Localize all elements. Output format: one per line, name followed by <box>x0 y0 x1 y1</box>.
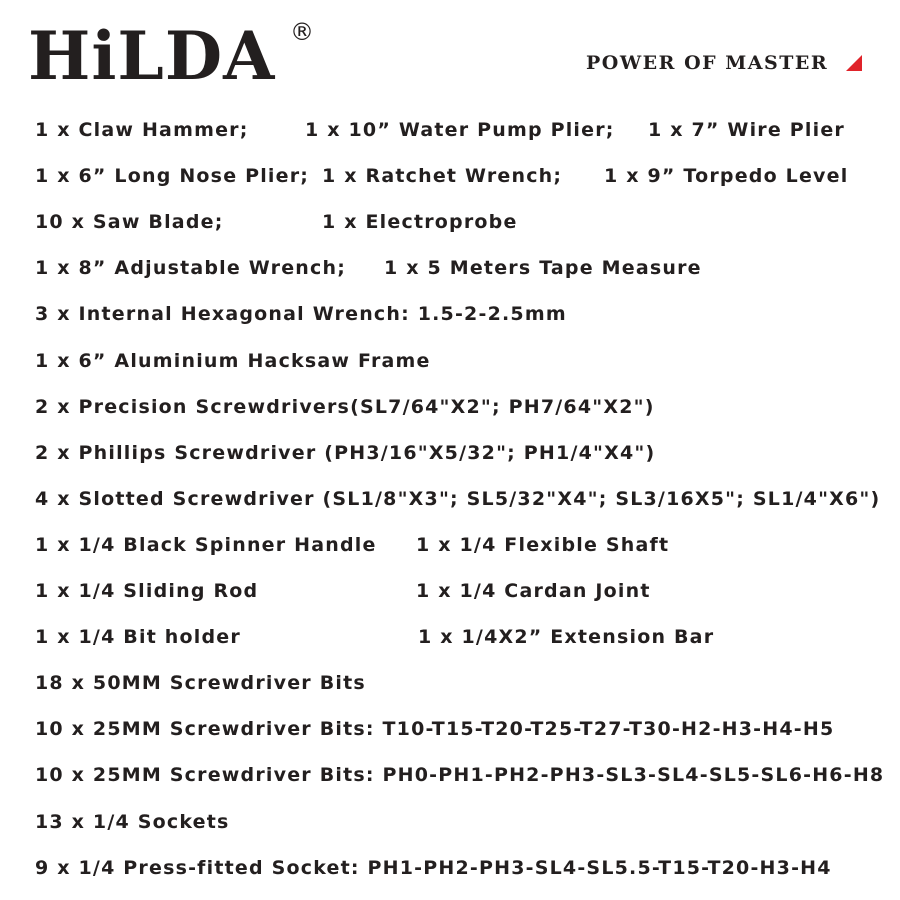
item-row <box>0 346 900 376</box>
list-item: 4 x Slotted Screwdriver (SL1/8"X3"; SL5/32"X4"; SL3/16X5"; SL1/4"X6") <box>35 487 881 510</box>
list-item: 1 x 1/4 Bit holder <box>35 626 241 649</box>
list-item: 1 x 1/4 Flexible Shaft <box>416 533 670 556</box>
tagline: POWER OF MASTER <box>586 52 829 74</box>
item-row <box>0 668 900 698</box>
item-row <box>0 714 900 744</box>
registered-trademark-icon: ® <box>290 18 314 46</box>
list-item: 1 x 1/4 Black Spinner Handle <box>35 533 377 556</box>
red-triangle-icon <box>846 55 862 71</box>
item-row <box>0 530 900 560</box>
brand-header <box>28 16 314 96</box>
list-item: 13 x 1/4 Sockets <box>35 810 230 833</box>
list-item: 1 x 8” Adjustable Wrench; <box>35 257 346 280</box>
item-row <box>0 115 900 145</box>
item-row <box>0 807 900 837</box>
list-item: 1 x 6” Aluminium Hacksaw Frame <box>35 349 431 372</box>
item-row <box>0 622 900 652</box>
list-item: 1 x Ratchet Wrench; <box>322 165 563 188</box>
list-item: 1 x 7” Wire Plier <box>648 119 845 141</box>
item-row <box>0 760 900 790</box>
item-row <box>0 299 900 329</box>
list-item: 1 x Claw Hammer; <box>35 119 249 141</box>
list-item: 10 x Saw Blade; <box>35 211 224 234</box>
list-item: 2 x Phillips Screwdriver (PH3/16"X5/32"; PH1/4"X4") <box>35 441 656 464</box>
list-item: 1 x 1/4 Cardan Joint <box>416 580 651 602</box>
hilda-logo: HiLDA <box>28 17 276 95</box>
item-row <box>0 853 900 883</box>
list-item: 18 x 50MM Screwdriver Bits <box>35 672 366 695</box>
list-item: 10 x 25MM Screwdriver Bits: T10-T15-T20-T25-T27-T30-H2-H3-H4-H5 <box>35 718 835 741</box>
item-row <box>0 161 900 191</box>
list-item: 1 x 1/4 Sliding Rod <box>35 580 259 602</box>
item-row <box>0 207 900 237</box>
item-row <box>0 576 900 606</box>
list-item: 1 x 5 Meters Tape Measure <box>384 257 702 280</box>
list-item: 3 x Internal Hexagonal Wrench: 1.5-2-2.5mm <box>35 303 567 326</box>
list-item: 10 x 25MM Screwdriver Bits: PH0-PH1-PH2-PH3-SL3-SL4-SL5-SL6-H6-H8 <box>35 764 885 787</box>
list-item: 9 x 1/4 Press-fitted Socket: PH1-PH2-PH3-SL4-SL5.5-T15-T20-H3-H4 <box>35 856 832 879</box>
list-item: 1 x 1/4X2” Extension Bar <box>418 626 715 649</box>
list-item: 1 x 9” Torpedo Level <box>604 165 849 188</box>
item-row <box>0 438 900 468</box>
item-row <box>0 253 900 283</box>
item-row <box>0 392 900 422</box>
list-item: 2 x Precision Screwdrivers(SL7/64"X2"; PH7/64"X2") <box>35 395 655 418</box>
item-row <box>0 484 900 514</box>
list-item: 1 x 6” Long Nose Plier; <box>35 165 310 188</box>
list-item: 1 x 10” Water Pump Plier; <box>305 119 615 141</box>
list-item: 1 x Electroprobe <box>322 211 518 234</box>
